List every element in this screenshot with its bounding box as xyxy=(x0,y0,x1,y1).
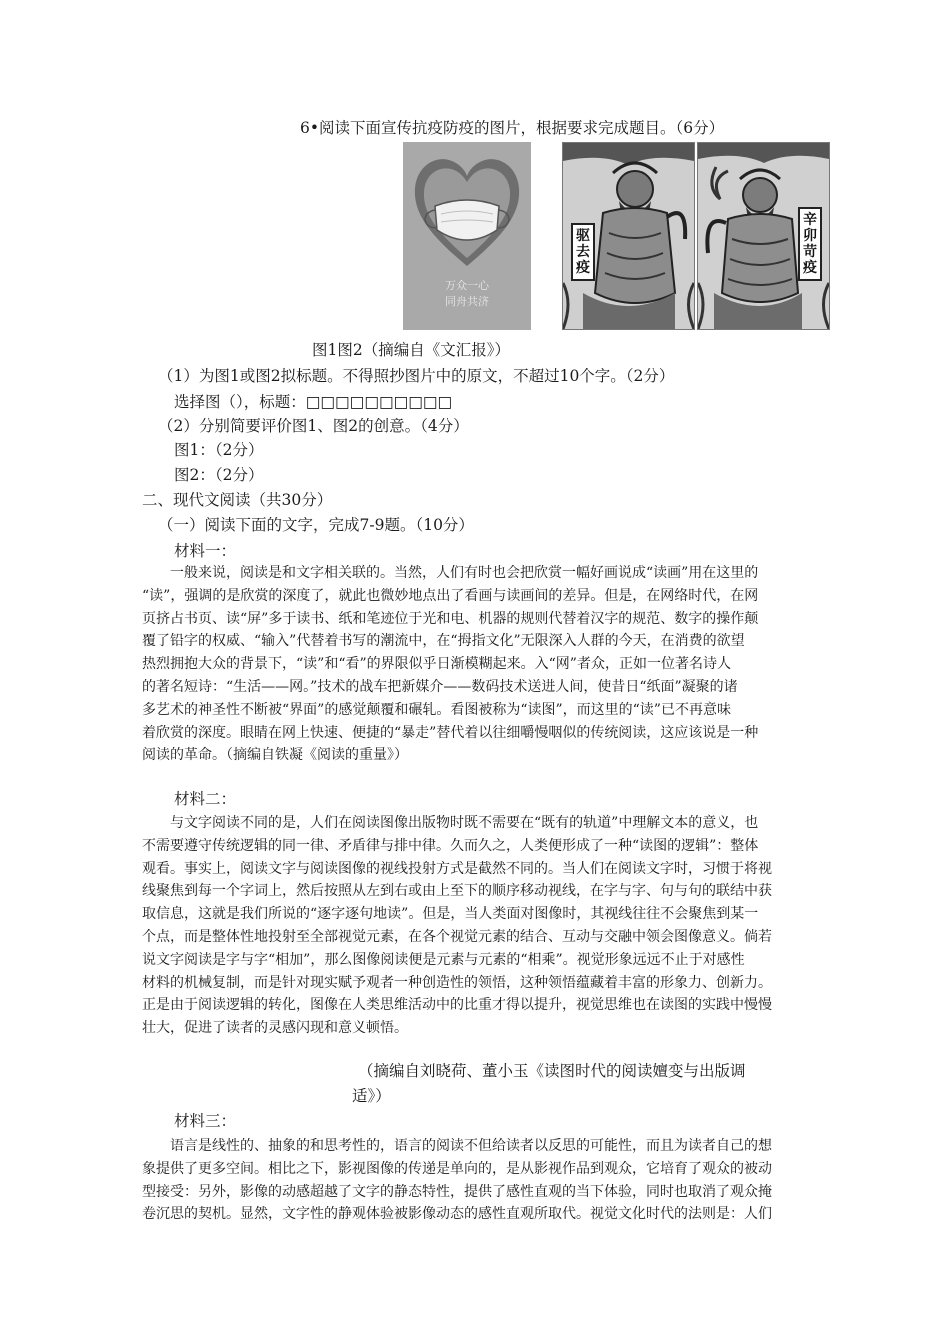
sub-question-1: （1）为图1或图2拟标题。不得照抄图片中的原文，不超过10个字。（2分） xyxy=(158,367,675,385)
section-heading: 二、现代文阅读（共30分） xyxy=(142,491,333,509)
text-line: 象提供了更多空间。相比之下，影视图像的传递是单向的，是从影视作品到观众，它培育了观众的被动 xyxy=(142,1160,772,1177)
figures-row xyxy=(0,142,950,332)
figure-1-caption-line-1: 万众一心 xyxy=(445,279,489,292)
text-line: 一般来说，阅读是和文字相关联的。当然，人们有时也会把欣赏一幅好画说成“读画”用在这里的 xyxy=(170,565,759,581)
figure-1-mask-heart-image xyxy=(403,142,531,330)
figure-1-caption-line-2: 同舟共济 xyxy=(445,295,489,308)
heart-mask-icon xyxy=(411,154,523,274)
figure-2-door-god-left-image xyxy=(562,142,695,330)
figure-2-left-tag: 驱去疫 xyxy=(571,223,595,281)
text-line: 多艺术的神圣性不断被“界面”的感觉颠覆和碾轧。看图被称为“读图”，而这里的“读”已不再意味 xyxy=(142,701,731,718)
text-line: 个点，而是整体性地投射至全部视觉元素，在各个视觉元素的结合、互动与交融中领会图像意义。倘若 xyxy=(142,928,772,945)
text-line: 语言是线性的、抽象的和思考性的，语言的阅读不但给读者以反思的可能性，而且为读者自己的想 xyxy=(170,1138,772,1154)
sub-question-2: （2）分别简要评价图1、图2的创意。（4分） xyxy=(158,417,469,435)
text-line: 型接受：另外，影像的动感超越了文字的静态特性，提供了感性直观的当下体验，同时也取消了观众掩 xyxy=(142,1183,772,1200)
figure-2-door-god-right-image xyxy=(697,142,830,330)
text-line: 卷沉思的契机。显然，文字性的静观体验被影像动态的感性直观所取代。视觉文化时代的法则是：人们 xyxy=(142,1206,772,1223)
text-line: 不需要遵守传统逻辑的同一律、矛盾律与排中律。久而久之，人类便形成了一种“读图的逻辑”：整体 xyxy=(142,837,759,854)
question-title: 6•阅读下面宣传抗疫防疫的图片，根据要求完成题目。（6分） xyxy=(300,119,725,137)
figures-caption: 图1图2（摘编自《文汇报》） xyxy=(312,341,510,359)
text-line: 阅读的革命。（摘编自铁凝《阅读的重量》） xyxy=(142,747,408,764)
text-line: 热烈拥抱大众的背景下，“读”和“看”的界限似乎日渐模糊起来。入“网”者众，正如一位著名诗人 xyxy=(142,656,731,673)
material-3-text xyxy=(142,1135,814,1226)
text-line: 与文字阅读不同的是，人们在阅读图像出版物时既不需要在“既有的轨道”中理解文本的意义，也 xyxy=(170,815,759,831)
material-2-text xyxy=(142,812,814,1040)
sub-question-2-figure-1: 图1：（2分） xyxy=(174,441,264,459)
text-line: 着欣赏的深度。眼睛在网上快速、便捷的“暴走”替代着以往细嚼慢咽似的传统阅读，这应该说是一种 xyxy=(142,724,759,741)
material-2-source-line-1: （摘编自刘晓荷、董小玉《读图时代的阅读嬗变与出版调 xyxy=(358,1062,746,1080)
material-3-label: 材料三： xyxy=(174,1112,237,1130)
text-line: 材料的机械复制，而是针对现实赋予观者一种创造性的领悟，这种领悟蕴藏着丰富的形象力、创新力。 xyxy=(142,974,772,991)
text-line: 覆了铅字的权威、“输入”代替着书写的潮流中，在“拇指文化”无限深入人群的今天，在消费的欲望 xyxy=(142,633,745,650)
sub-question-2-figure-2: 图2：（2分） xyxy=(174,466,264,484)
sub-question-1-answer: 选择图（），标题：□□□□□□□□□□ xyxy=(174,393,453,411)
material-2-source-line-2: 适》） xyxy=(352,1087,391,1105)
figure-2-right-tag: 辛卯苛疫 xyxy=(798,207,822,281)
text-line: 壮大，促进了读者的灵感闪现和意义顿悟。 xyxy=(142,1020,408,1037)
text-line: 说文字阅读是字与字“相加”，那么图像阅读便是元素与元素的“相乘”。视觉形象远远不止于对感性 xyxy=(142,951,745,968)
text-line: 的著名短诗：“生活——网。”技术的战车把新媒介——数码技术送进人间，使昔日“纸面”凝聚的诸 xyxy=(142,678,738,695)
text-line: 页挤占书页、读“屏”多于读书、纸和笔迹位于光和电、机器的规则代替着汉字的规范、数字的操作颠 xyxy=(142,610,759,627)
material-1-text xyxy=(142,562,814,767)
text-line: 取信息，这就是我们所说的“逐字逐句地读”。但是，当人类面对图像时，其视线往往不会聚焦到某一 xyxy=(142,906,759,923)
text-line: 线聚焦到每一个字词上，然后按照从左到右或由上至下的顺序移动视线，在字与字、句与句的联结中获 xyxy=(142,883,772,900)
text-line: 正是由于阅读逻辑的转化，图像在人类思维活动中的比重才得以提升，视觉思维也在读图的实践中慢慢 xyxy=(142,997,772,1014)
text-line: “读”，强调的是欣赏的深度了，就此也微妙地点出了看画与读画间的差异。但是，在网络时代，在网 xyxy=(142,587,759,604)
material-1-label: 材料一： xyxy=(174,542,237,560)
section-subheading: （一）阅读下面的文字，完成7-9题。（10分） xyxy=(158,516,474,534)
material-2-label: 材料二： xyxy=(174,790,237,808)
text-line: 观看。事实上，阅读文字与阅读图像的视线投射方式是截然不同的。当人们在阅读文字时，习惯于将视 xyxy=(142,860,772,877)
